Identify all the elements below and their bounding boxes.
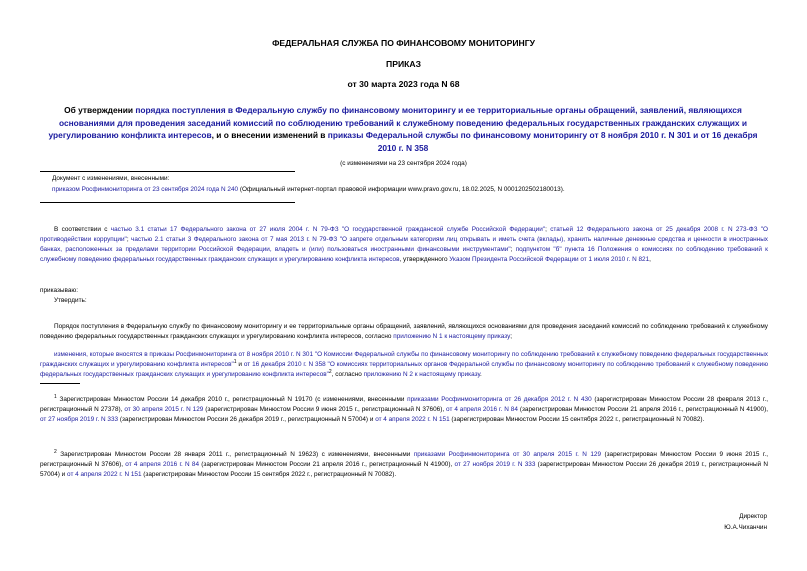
footnote-text: (зарегистрирован Минюстом России 9 июня 2015 г., регистрационный N 37606), <box>40 451 768 468</box>
footnote-text: (зарегистрирован Минюстом России 21 апреля 2016 г., регистрационный N 41900), <box>199 461 455 468</box>
preamble-paragraph <box>40 225 768 265</box>
changes-source <box>52 185 782 195</box>
preamble-link-79fz-2013[interactable]: частью 2.1 статьи 3 Федерального закона от 7 мая 2013 г. N 79-ФЗ "О запрете отдельным категориям лиц открывать и иметь счета (вклады), хранить наличные денежные средства и ценности в иностранных банках, расположенных за пределами территории Российской Федерации, владеть и (или) пользоваться иностранными финансовыми инструментами" <box>40 236 768 253</box>
title-link-procedure[interactable]: порядка поступления в Федеральную службу по финансовому мониторингу и ее территориальные органы обращений, заявлений, являющихся основаниями для проведения заседаний комиссий по соблюдению требований к служебному поведению федеральных государственных гражданских служащих и урегулированию конфликта интересов <box>48 105 748 140</box>
footnote-1 <box>40 395 768 425</box>
footnote-1-link-84[interactable]: от 4 апреля 2016 г. N 84 <box>446 406 518 413</box>
document-type: ПРИКАЗ <box>386 59 421 69</box>
signature-name: Ю.А.Чиханчин <box>724 524 767 531</box>
title-link-orders[interactable]: приказы Федеральной службы по финансовому мониторингу от 8 ноября 2010 г. N 301 и от 16 декабря 2010 г. N 358 <box>327 130 758 153</box>
item-1-paragraph <box>40 322 768 342</box>
document-date-number: от 30 марта 2023 года N 68 <box>347 79 460 89</box>
footnote-1-marker: 1 <box>54 393 57 400</box>
preamble-link-79fz[interactable]: частью 3.1 статьи 17 Федерального закона от 27 июля 2004 г. N 79-ФЗ "О государственной гражданской службе Российской Федерации" <box>110 226 546 233</box>
changes-bottom-rule <box>40 202 295 203</box>
footnote-1-link-430[interactable]: приказами Росфинмониторинга от 26 декабря 2012 г. N 430 <box>407 396 592 403</box>
footnote-2-link-129[interactable]: приказами Росфинмониторинга от 30 апреля 2015 г. N 129 <box>413 451 602 458</box>
amendments-link-358[interactable]: от 16 декабря 2010 г. N 358 "О комиссиях территориальных органов Федеральной службы по финансовому мониторингу по соблюдению требований к служебному поведению федеральных государственных гражданских служащих и урегулированию конфликта интересов" <box>40 361 768 378</box>
preamble-text: , <box>649 256 651 263</box>
signature-position: Директор <box>739 513 767 520</box>
order-word: приказываю: <box>40 287 78 294</box>
footnote-2 <box>40 450 768 480</box>
preamble-text: ; <box>510 246 516 253</box>
preamble-text: ; <box>126 236 132 243</box>
footnote-text: (зарегистрирован Минюстом России 15 сентября 2022 г., регистрационный N 70082). <box>449 416 705 423</box>
item-2-paragraph <box>40 350 768 380</box>
item-2-end: . <box>480 371 482 378</box>
changes-publication: (Официальный интернет-портал правовой информации www.pravo.gov.ru, 18.02.2025, N 0001202502180013). <box>238 186 565 193</box>
agency-name: ФЕДЕРАЛЬНАЯ СЛУЖБА ПО ФИНАНСОВОМУ МОНИТОРИНГУ <box>272 38 535 48</box>
footnote-2-link-333[interactable]: от 27 ноября 2019 г. N 333 <box>454 461 536 468</box>
footnote-text: Зарегистрирован Минюстом России 28 января 2011 г., регистрационный N 19623) с изменениями, внесенными <box>56 451 414 458</box>
footnote-text: (зарегистрирован Минюстом России 28 февраля 2013 г., регистрационный N 27378), <box>40 396 768 413</box>
title-middle: , и о внесении изменений в <box>211 130 328 140</box>
item-1-end: ; <box>510 333 513 340</box>
footnote-1-link-151[interactable]: от 4 апреля 2022 г. N 151 <box>375 416 450 423</box>
footnote-1-link-129[interactable]: от 30 апреля 2015 г. N 129 <box>124 406 204 413</box>
preamble-link-273fz[interactable]: статьей 12 Федерального закона от 25 декабря 2008 г. N 273-ФЗ "О противодействии коррупции" <box>40 226 768 243</box>
footnote-ref-2[interactable]: 2 <box>328 368 332 375</box>
footnote-1-link-333[interactable]: от 27 ноября 2019 г. N 333 <box>40 416 119 423</box>
preamble-text: ; <box>545 226 551 233</box>
document-title <box>42 104 764 154</box>
amendments-link-301[interactable]: изменения, которые вносятся в приказы Росфинмониторинга от 8 ноября 2010 г. N 301 "О Комиссии Федеральной службы по финансовому мониторингу по соблюдению требований к служебному поведению федеральных государственных гражданских служащих и урегулированию конфликта интересов" <box>40 351 768 368</box>
title-prefix: Об утверждении <box>64 105 136 115</box>
changes-link[interactable]: приказом Росфинмониторинга от 23 сентября 2024 года N 240 <box>52 186 239 193</box>
changes-label: Документ с изменениями, внесенными: <box>52 175 170 182</box>
appendix-1-link[interactable]: приложению N 1 к настоящему приказу <box>393 333 511 340</box>
footnotes-rule <box>40 383 80 384</box>
footnote-text: (зарегистрирован Минюстом России 21 апреля 2016 г., регистрационный N 41900), <box>517 406 768 413</box>
item-2-text: , согласно <box>331 371 364 378</box>
footnote-2-link-84[interactable]: от 4 апреля 2016 г. N 84 <box>125 461 200 468</box>
preamble-link-decree[interactable]: Указом Президента Российской Федерации от 1 июля 2010 г. N 821 <box>449 256 650 263</box>
appendix-2-link[interactable]: приложению N 2 к настоящему приказу <box>363 371 481 378</box>
footnote-text: (зарегистрирован Минюстом России 26 декабря 2019 г., регистрационный N 57004) и <box>118 416 376 423</box>
footnote-text: Зарегистрирован Минюстом России 14 декабря 2010 г., регистрационный N 19170 (с изменениями, внесенными <box>56 396 408 403</box>
footnote-text: (зарегистрирован Минюстом России 26 декабря 2019 г., регистрационный N 57004) и <box>40 461 768 478</box>
footnote-2-link-151[interactable]: от 4 апреля 2022 г. N 151 <box>67 471 142 478</box>
footnote-text: (зарегистрирован Минюстом России 9 июня 2015 г., регистрационный N 37606), <box>203 406 447 413</box>
footnote-ref-1[interactable]: 1 <box>233 358 237 365</box>
item-1-text: Порядок поступления в Федеральную службу по финансовому мониторингу и ее территориальные органы обращений, заявлений, являющихся основаниями для проведения заседаний комиссий по соблюдению требований к служебному поведению федеральных государственных гражданских служащих и урегулированию конфликта интересов, согласно <box>40 323 768 340</box>
item-2-mid: и <box>236 361 244 368</box>
revision-note: (с изменениями на 23 сентября 2024 года) <box>340 160 467 167</box>
approve-word: Утвердить: <box>54 297 87 304</box>
changes-top-rule <box>40 171 295 172</box>
footnote-2-marker: 2 <box>54 448 57 455</box>
preamble-text: В соответствии с <box>54 226 111 233</box>
preamble-link-regulation[interactable]: подпунктом "б" пункта 16 Положения о комиссиях по соблюдению требований к служебному поведению федеральных государственных гражданских служащих и урегулированию конфликта интересов <box>40 246 768 263</box>
footnote-text: (зарегистрирован Минюстом России 15 сентября 2022 г., регистрационный N 70082). <box>141 471 397 478</box>
preamble-text: , утвержденного <box>399 256 450 263</box>
